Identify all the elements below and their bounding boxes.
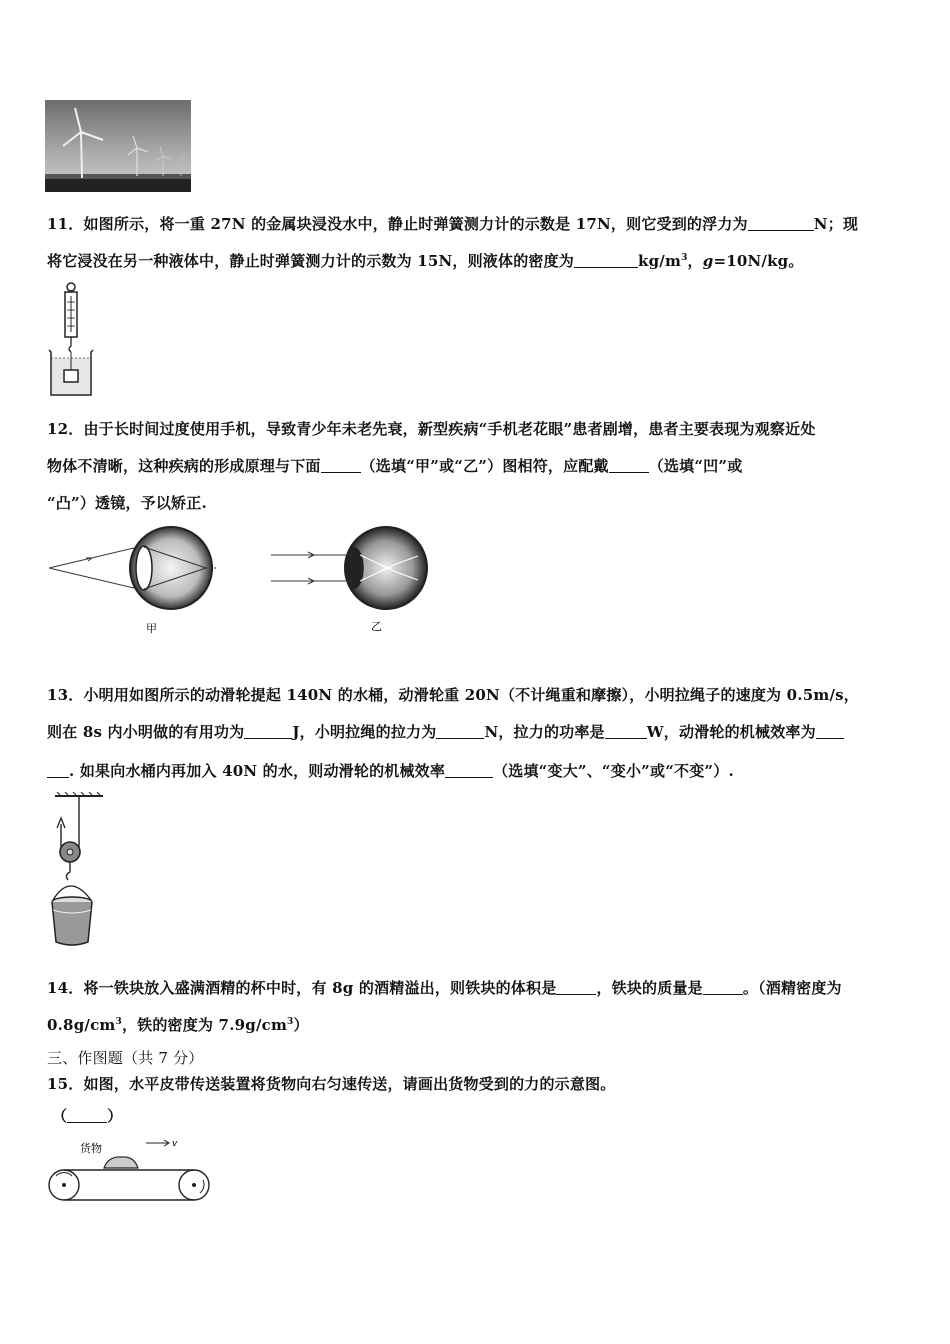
q14-text1b: ，铁块的质量是 bbox=[596, 979, 703, 997]
q15-answer-close: ） bbox=[107, 1107, 123, 1125]
q11-g-value: =10N/kg。 bbox=[713, 252, 804, 270]
q15-line1: 15．如图，水平皮带传送装置将货物向右匀速传送，请画出货物受到的力的示意图。 bbox=[47, 1075, 616, 1093]
label-cargo: 货物 bbox=[80, 1142, 102, 1155]
q13-text3a: . 如果向水桶内再加入 40N 的水，则动滑轮的机械效率 bbox=[69, 762, 446, 780]
label-v: v bbox=[172, 1139, 178, 1149]
q14-blank-volume[interactable] bbox=[556, 980, 596, 995]
q13-text2b: J，小明拉绳的拉力为 bbox=[292, 723, 437, 741]
q12-blank-lens[interactable] bbox=[609, 458, 649, 473]
q11-unit: kg/m bbox=[638, 252, 682, 270]
q14-line2 bbox=[47, 1014, 309, 1035]
scale-hook bbox=[69, 337, 71, 352]
q15-answer bbox=[52, 1105, 122, 1126]
q12-text2: 物体不清晰，这种疾病的形成原理与下面 bbox=[47, 457, 321, 475]
q13-text3b: （选填“变大”、“变小”或“不变”）. bbox=[493, 762, 734, 780]
q14-text2b: ，铁的密度为 7.9g/cm bbox=[121, 1016, 288, 1034]
q14-text1a: 14．将一铁块放入盛满酒精的杯中时，有 8g 的酒精溢出，则铁块的体积是 bbox=[47, 979, 557, 997]
q14-blank-mass[interactable] bbox=[703, 980, 743, 995]
cargo bbox=[104, 1157, 138, 1168]
q12-line3: “凸”）透镜，予以矫正. bbox=[47, 494, 207, 512]
metal-block bbox=[64, 370, 78, 382]
windmill-photo-svg bbox=[45, 100, 191, 192]
q11-g: g bbox=[702, 252, 714, 270]
q11-line2 bbox=[47, 250, 804, 271]
eye-diagram-jia bbox=[46, 522, 246, 637]
pulley-figure bbox=[45, 792, 105, 950]
eye-diagram-yi bbox=[268, 522, 438, 637]
q13-line3 bbox=[47, 760, 734, 781]
q13-blank-power[interactable] bbox=[605, 724, 647, 739]
label-yi: 乙 bbox=[371, 620, 382, 633]
water-bucket bbox=[52, 902, 92, 945]
section3-title: 三、作图题（共 7 分） bbox=[47, 1049, 204, 1067]
q13-blank-useful-work[interactable] bbox=[244, 724, 292, 739]
conveyor-figure bbox=[46, 1135, 216, 1205]
q11-blank-density[interactable] bbox=[574, 253, 638, 268]
q14-text1c: 。（酒精密度为 bbox=[742, 979, 842, 997]
q12-line1: 12．由于长时间过度使用手机，导致青少年未老先衰，新型疾病“手机老花眼”患者剧增，患者主要表现为观察近处 bbox=[47, 420, 816, 438]
q14-line1 bbox=[47, 977, 842, 998]
q14-sup1: 3 bbox=[115, 1017, 122, 1027]
q12-text2-mid: （选填“甲”或“乙”）图相符，应配戴 bbox=[360, 457, 609, 475]
q13-line1: 13．小明用如图所示的动滑轮提起 140N 的水桶，动滑轮重 20N（不计绳重和摩擦），小明拉绳子的速度为 0.5m/s， bbox=[47, 686, 859, 704]
q13-blank-change[interactable] bbox=[445, 763, 493, 778]
q13-blank-efficiency-b[interactable] bbox=[47, 763, 69, 778]
pulley-hook bbox=[66, 862, 70, 880]
q11-line1 bbox=[47, 213, 858, 234]
q13-text2d: W，动滑轮的机械效率为 bbox=[646, 723, 816, 741]
q12-line2 bbox=[47, 455, 742, 476]
q11-text1-post: N；现 bbox=[813, 215, 859, 233]
q13-line2 bbox=[47, 721, 844, 742]
q12-text2-post: （选填“凹”或 bbox=[648, 457, 743, 475]
q11-g-sep: ， bbox=[687, 252, 703, 270]
q13-blank-efficiency-a[interactable] bbox=[816, 724, 844, 739]
windmill-photo bbox=[45, 100, 191, 192]
label-jia: 甲 bbox=[146, 622, 157, 635]
q11-text2: 将它浸没在另一种液体中，静止时弹簧测力计的示数为 15N，则液体的密度为 bbox=[47, 252, 575, 270]
q15-answer-blank[interactable] bbox=[67, 1108, 107, 1123]
q14-text2a: 0.8g/cm bbox=[47, 1016, 116, 1034]
eye-lens-yi bbox=[345, 548, 363, 588]
q15-answer-open: （ bbox=[52, 1107, 68, 1125]
q13-text2c: N，拉力的功率是 bbox=[484, 723, 605, 741]
q11-figure bbox=[46, 282, 96, 397]
q11-blank-buoyancy[interactable] bbox=[748, 216, 814, 231]
q11-unit-sup: 3 bbox=[681, 253, 688, 263]
q13-blank-force[interactable] bbox=[436, 724, 484, 739]
q13-text2a: 则在 8s 内小明做的有用功为 bbox=[47, 723, 245, 741]
q11-text1: 11．如图所示，将一重 27N 的金属块浸没水中，静止时弹簧测力计的示数是 17N，则它受到的浮力为 bbox=[47, 215, 748, 233]
q12-blank-figure[interactable] bbox=[321, 458, 361, 473]
q14-text2c: ） bbox=[293, 1016, 309, 1034]
q14-sup2: 3 bbox=[287, 1017, 294, 1027]
eye-lens-jia bbox=[136, 546, 152, 590]
scale-ring bbox=[67, 283, 75, 291]
